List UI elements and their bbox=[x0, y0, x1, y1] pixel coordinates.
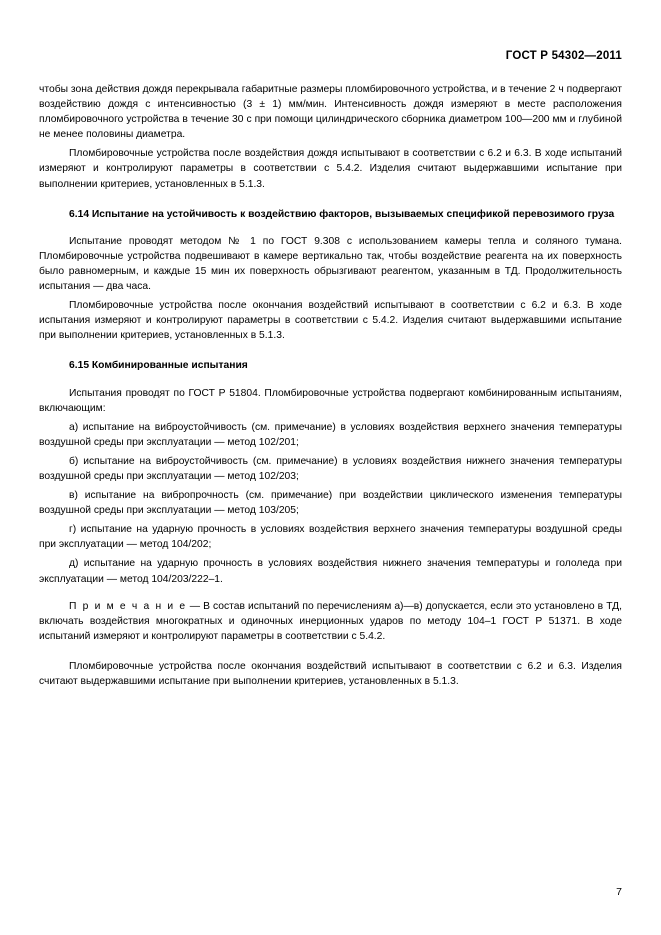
paragraph-after-exposure-6-14: Пломбировочные устройства после окончания воздействий испытывают в соответствии с 6.2 и 6.3. В ходе испытания измеряют и контролируют параметры в соответствии с 5.4.2. Изделия считают выдержавшими испытание при выполнении критериев, установленных в 5.1.3. bbox=[39, 300, 622, 342]
paragraph-intro-rain: чтобы зона действия дождя перекрывала габаритные размеры пломбировочного устройства, и в течение 2 ч подвергают воздействию дождя с интенсивностью (3 ± 1) мм/мин. Интенсивность дождя измеряют в месте расположения пломбировочного устройства в течение 30 с при помощи цилиндрического сборника диаметром 100—200 мм и глубиной не менее половины диаметра. bbox=[39, 84, 622, 141]
page-number: 7 bbox=[616, 886, 622, 898]
paragraph-combined-tests-intro: Испытания проводят по ГОСТ Р 51804. Пломбировочные устройства подвергают комбинированным испытаниям, включающим: bbox=[39, 387, 622, 414]
note-paragraph bbox=[39, 599, 622, 644]
document-body bbox=[39, 82, 622, 689]
section-heading-6-14: 6.14 Испытание на устойчивость к воздействию факторов, вызываемых спецификой перевозимого груза bbox=[69, 208, 615, 220]
note-text: — В состав испытаний по перечислениям а)—в) допускается, если это установлено в ТД, включать воздействия многократных и одиночных инерционных ударов по методу 104–1 ГОСТ Р 51371. В ходе испытаний измеряют и контролируют параметры в соответствии с 5.4.2. bbox=[39, 600, 622, 642]
list-item-d: д) испытание на ударную прочность в условиях воздействия нижнего значения температуры и гололеда при эксплуатации — метод 104/203/222–1. bbox=[39, 558, 622, 585]
paragraph-salt-fog-method: Испытание проводят методом № 1 по ГОСТ 9.308 с использованием камеры тепла и соляного тумана. Пломбировочные устройства подвешивают в камере вертикально так, чтобы воздействие реагента на их поверхность было равномерным, и каждые 15 мин их поверхность обрызгивают реагентом, указанным в ТД. Продолжительность испытания — два часа. bbox=[39, 235, 622, 293]
note-label: П р и м е ч а н и е bbox=[69, 600, 187, 612]
paragraph-final-conclusion: Пломбировочные устройства после окончания воздействий испытывают в соответствии с 6.2 и 6.3. Изделия считают выдержавшими испытание при выполнении критериев, установленных в 5.1.3. bbox=[39, 660, 622, 687]
list-item-a: а) испытание на виброустойчивость (см. примечание) в условиях воздействия верхнего значения температуры воздушной среды при эксплуатации — метод 102/201; bbox=[39, 421, 622, 448]
list-item-g: г) испытание на ударную прочность в условиях воздействия верхнего значения температуры воздушной среды при эксплуатации — метод 104/202; bbox=[39, 524, 622, 551]
paragraph-after-rain-test: Пломбировочные устройства после воздействия дождя испытывают в соответствии с 6.2 и 6.3. В ходе испытаний измеряют и контролируют параметры в соответствии с 5.4.2. Изделия считают выдержавшими испытание при выполнении критериев, установленных в 5.1.3. bbox=[39, 148, 622, 190]
section-heading-6-15: 6.15 Комбинированные испытания bbox=[69, 360, 248, 372]
list-item-v: в) испытание на вибропрочность (см. примечание) при воздействии циклического изменения температуры воздушной среды при эксплуатации — метод 103/205; bbox=[39, 490, 622, 517]
list-item-b: б) испытание на виброустойчивость (см. примечание) в условиях воздействия нижнего значения температуры воздушной среды при эксплуатации — метод 102/203; bbox=[39, 455, 622, 482]
page-header-standard-number: ГОСТ Р 54302—2011 bbox=[505, 50, 622, 62]
